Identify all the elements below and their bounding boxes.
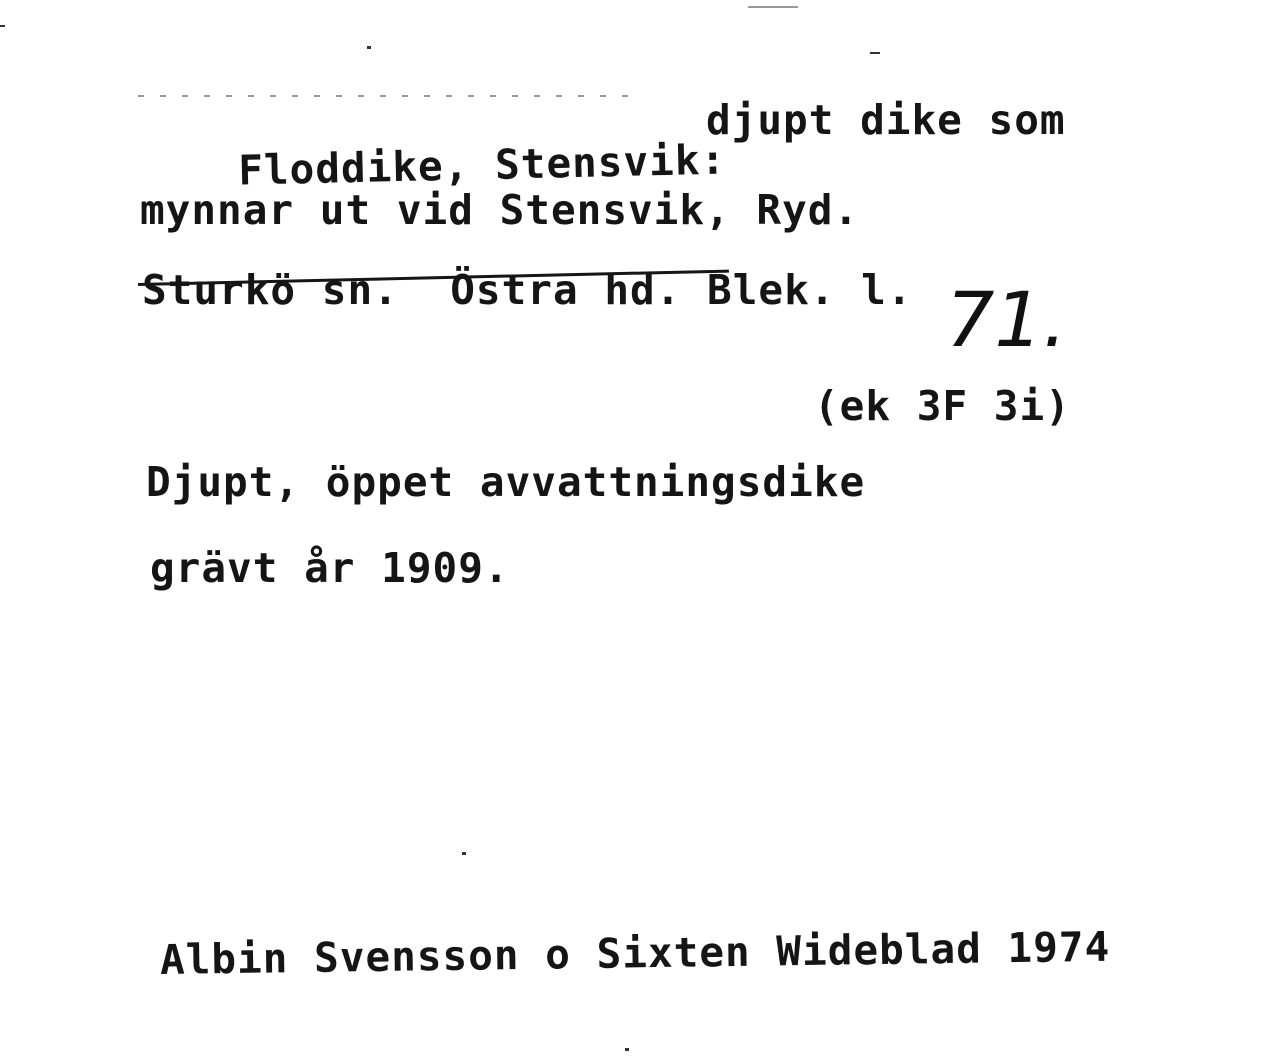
description-line1: Djupt, öppet avvattningsdike [146, 458, 866, 506]
scan-speck [625, 1048, 629, 1051]
entry-heading-text: Floddike, Stensvik: [237, 135, 727, 195]
scan-speck [870, 52, 880, 54]
scan-speck [748, 6, 798, 8]
description-line2: grävt år 1909. [150, 544, 510, 592]
entry-definition-line2: mynnar ut vid Stensvik, Ryd. [140, 186, 860, 234]
map-reference: (ek 3F 3i) [814, 382, 1071, 430]
scan-speck [367, 46, 371, 49]
scan-speck [138, 95, 638, 97]
entry-location-line: Sturkö sn. Östra hd. Blek. l. [142, 266, 913, 314]
scan-speck [0, 25, 5, 27]
handwritten-number: 71. [946, 275, 1067, 364]
entry-definition-line1: djupt dike som [706, 96, 1066, 144]
collectors-signature-line: Albin Svensson o Sixten Wideblad 1974 [159, 922, 1111, 984]
scan-speck [462, 852, 466, 855]
